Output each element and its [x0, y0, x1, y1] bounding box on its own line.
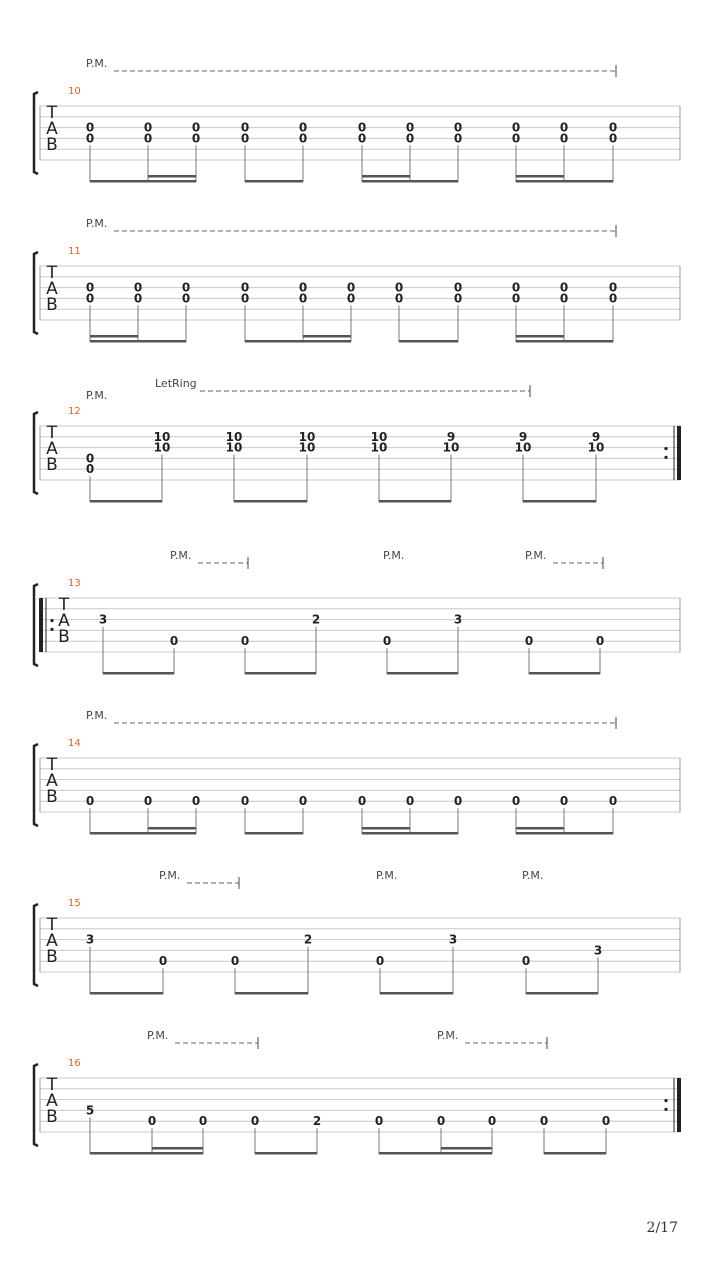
beam-secondary [516, 175, 564, 178]
fret-number: 10 [153, 440, 171, 455]
tab-clef-letter: T [46, 755, 58, 775]
beam-secondary [516, 335, 564, 338]
repeat-dot [664, 456, 667, 459]
fret-number: 10 [225, 429, 243, 444]
tab-clef-letter: B [46, 295, 58, 315]
fret-number: 0 [240, 794, 250, 809]
beam [90, 992, 163, 995]
tab-clef-letter: T [46, 1075, 58, 1095]
annotation-label: P.M. [522, 869, 544, 882]
fret-number: 0 [601, 1114, 611, 1129]
tab-clef-letter: A [58, 611, 70, 631]
beam [379, 1152, 492, 1155]
tab-clef-letter: B [46, 1107, 58, 1127]
annotation-label: P.M. [170, 549, 192, 562]
beam [234, 500, 307, 503]
fret-number: 0 [559, 131, 569, 146]
tab-system [34, 377, 681, 503]
fret-number: 0 [608, 280, 618, 295]
annotation-label: P.M. [86, 217, 108, 230]
beam [544, 1152, 606, 1155]
beam-secondary [362, 175, 410, 178]
tab-clef-letter: B [46, 947, 58, 967]
tab-system [34, 709, 680, 835]
beam [90, 500, 162, 503]
fret-number: 0 [85, 794, 95, 809]
tab-clef-letter: A [46, 439, 58, 459]
fret-number: 0 [240, 131, 250, 146]
fret-number: 0 [158, 954, 168, 969]
repeat-dot [664, 447, 667, 450]
fret-number: 0 [453, 794, 463, 809]
fret-number: 0 [357, 120, 367, 135]
beam [516, 340, 613, 343]
tab-clef-letter: B [46, 787, 58, 807]
beam [90, 832, 196, 835]
fret-number: 0 [394, 280, 404, 295]
fret-number: 0 [487, 1114, 497, 1129]
beam-secondary [90, 335, 138, 338]
fret-number: 0 [133, 291, 143, 306]
fret-number: 0 [240, 120, 250, 135]
beam [255, 1152, 317, 1155]
beam [529, 672, 600, 675]
fret-number: 0 [346, 280, 356, 295]
beam [387, 672, 458, 675]
tab-clef-letter: B [58, 627, 70, 647]
beam [90, 340, 186, 343]
fret-number: 0 [511, 131, 521, 146]
tab-clef-letter: T [58, 595, 70, 615]
repeat-dot [664, 1108, 667, 1111]
fret-number: 0 [191, 131, 201, 146]
fret-number: 2 [303, 932, 313, 947]
fret-number: 9 [518, 429, 528, 444]
beam-secondary [148, 175, 196, 178]
fret-number: 5 [85, 1103, 95, 1118]
annotation-label: P.M. [437, 1029, 459, 1042]
fret-number: 3 [593, 943, 603, 958]
beam-secondary [148, 827, 196, 830]
fret-number: 0 [298, 131, 308, 146]
fret-number: 0 [608, 120, 618, 135]
tab-system [34, 869, 680, 995]
beam [399, 340, 458, 343]
fret-number: 0 [181, 291, 191, 306]
beam [245, 832, 303, 835]
tab-clef-letter: T [46, 263, 58, 283]
measure-number: 13 [68, 578, 81, 589]
fret-number: 10 [153, 429, 171, 444]
fret-number: 0 [191, 794, 201, 809]
fret-number: 0 [511, 291, 521, 306]
fret-number: 10 [442, 440, 460, 455]
annotation-label: P.M. [159, 869, 181, 882]
fret-number: 0 [521, 954, 531, 969]
fret-number: 9 [446, 429, 456, 444]
tab-clef-letter: T [46, 423, 58, 443]
beam-secondary [303, 335, 351, 338]
repeat-start-bar [39, 598, 43, 652]
fret-number: 3 [98, 612, 108, 627]
fret-number: 9 [591, 429, 601, 444]
repeat-end-bar [677, 1078, 681, 1132]
tab-system [34, 1029, 681, 1155]
fret-number: 0 [559, 794, 569, 809]
fret-number: 0 [405, 131, 415, 146]
fret-number: 0 [405, 794, 415, 809]
fret-number: 0 [453, 120, 463, 135]
measure-number: 11 [68, 246, 81, 257]
tab-clef-letter: A [46, 279, 58, 299]
system-bracket [34, 1064, 38, 1146]
fret-number: 0 [608, 291, 618, 306]
tab-clef-letter: T [46, 915, 58, 935]
fret-number: 0 [298, 120, 308, 135]
measure-number: 15 [68, 898, 81, 909]
system-bracket [34, 584, 38, 666]
annotation-label: LetRing [155, 377, 197, 390]
fret-number: 2 [312, 1114, 322, 1129]
repeat-dot [50, 628, 53, 631]
measure-number: 12 [68, 406, 81, 417]
fret-number: 0 [181, 280, 191, 295]
repeat-dot [664, 1099, 667, 1102]
tab-system [34, 217, 680, 343]
fret-number: 0 [511, 794, 521, 809]
beam [235, 992, 308, 995]
fret-number: 0 [298, 280, 308, 295]
tab-clef-letter: A [46, 119, 58, 139]
annotation-label: P.M. [86, 709, 108, 722]
fret-number: 0 [85, 120, 95, 135]
fret-number: 0 [511, 280, 521, 295]
fret-number: 0 [85, 131, 95, 146]
fret-number: 0 [143, 120, 153, 135]
fret-number: 3 [453, 612, 463, 627]
tab-clef-letter: B [46, 455, 58, 475]
beam-secondary [516, 827, 564, 830]
system-bracket [34, 92, 38, 174]
page-number: 2/17 [646, 1220, 678, 1236]
annotation-label: P.M. [376, 869, 398, 882]
fret-number: 0 [85, 462, 95, 477]
annotation-label: P.M. [147, 1029, 169, 1042]
fret-number: 2 [311, 612, 321, 627]
fret-number: 0 [524, 634, 534, 649]
tab-clef-letter: A [46, 1091, 58, 1111]
fret-number: 0 [240, 291, 250, 306]
beam-secondary [441, 1147, 492, 1150]
fret-number: 0 [298, 794, 308, 809]
fret-number: 0 [559, 291, 569, 306]
fret-number: 0 [559, 280, 569, 295]
fret-number: 0 [198, 1114, 208, 1129]
fret-number: 0 [169, 634, 179, 649]
fret-number: 0 [230, 954, 240, 969]
fret-number: 0 [608, 794, 618, 809]
fret-number: 0 [595, 634, 605, 649]
fret-number: 10 [298, 440, 316, 455]
tab-clef-letter: A [46, 771, 58, 791]
fret-number: 0 [374, 1114, 384, 1129]
fret-number: 0 [436, 1114, 446, 1129]
fret-number: 0 [608, 131, 618, 146]
fret-number: 0 [394, 291, 404, 306]
fret-number: 10 [298, 429, 316, 444]
tab-clef-letter: B [46, 135, 58, 155]
fret-number: 0 [250, 1114, 260, 1129]
fret-number: 0 [85, 451, 95, 466]
annotation-label: P.M. [86, 389, 108, 402]
tab-system [34, 549, 680, 675]
fret-number: 0 [453, 280, 463, 295]
fret-number: 0 [85, 280, 95, 295]
system-bracket [34, 252, 38, 334]
fret-number: 0 [143, 131, 153, 146]
beam [523, 500, 596, 503]
fret-number: 10 [514, 440, 532, 455]
fret-number: 0 [382, 634, 392, 649]
fret-number: 0 [511, 120, 521, 135]
fret-number: 0 [405, 120, 415, 135]
measure-number: 14 [68, 738, 81, 749]
annotation-label: P.M. [383, 549, 405, 562]
fret-number: 0 [453, 131, 463, 146]
fret-number: 0 [85, 291, 95, 306]
fret-number: 3 [85, 932, 95, 947]
tab-clef-letter: A [46, 931, 58, 951]
measure-number: 10 [68, 86, 81, 97]
beam [90, 180, 196, 183]
fret-number: 0 [559, 120, 569, 135]
tab-clef-letter: T [46, 103, 58, 123]
beam [362, 180, 458, 183]
beam [90, 1152, 203, 1155]
fret-number: 0 [147, 1114, 157, 1129]
beam [103, 672, 174, 675]
fret-number: 0 [240, 634, 250, 649]
fret-number: 10 [370, 429, 388, 444]
beam [245, 340, 351, 343]
beam [526, 992, 598, 995]
fret-number: 0 [357, 794, 367, 809]
beam [362, 832, 458, 835]
fret-number: 0 [143, 794, 153, 809]
fret-number: 10 [587, 440, 605, 455]
fret-number: 0 [453, 291, 463, 306]
repeat-end-bar [677, 426, 681, 480]
fret-number: 10 [225, 440, 243, 455]
fret-number: 0 [539, 1114, 549, 1129]
annotation-label: P.M. [86, 57, 108, 70]
beam [245, 672, 316, 675]
system-bracket [34, 744, 38, 826]
beam [516, 180, 613, 183]
beam [379, 500, 451, 503]
tab-system [34, 57, 680, 183]
fret-number: 0 [133, 280, 143, 295]
annotation-label: P.M. [525, 549, 547, 562]
beam [245, 180, 303, 183]
fret-number: 0 [298, 291, 308, 306]
beam-secondary [362, 827, 410, 830]
fret-number: 0 [240, 280, 250, 295]
beam-secondary [152, 1147, 203, 1150]
fret-number: 0 [191, 120, 201, 135]
fret-number: 10 [370, 440, 388, 455]
system-bracket [34, 412, 38, 494]
fret-number: 0 [357, 131, 367, 146]
fret-number: 3 [448, 932, 458, 947]
repeat-dot [50, 619, 53, 622]
system-bracket [34, 904, 38, 986]
fret-number: 0 [375, 954, 385, 969]
beam [516, 832, 613, 835]
measure-number: 16 [68, 1058, 81, 1069]
beam [380, 992, 453, 995]
fret-number: 0 [346, 291, 356, 306]
